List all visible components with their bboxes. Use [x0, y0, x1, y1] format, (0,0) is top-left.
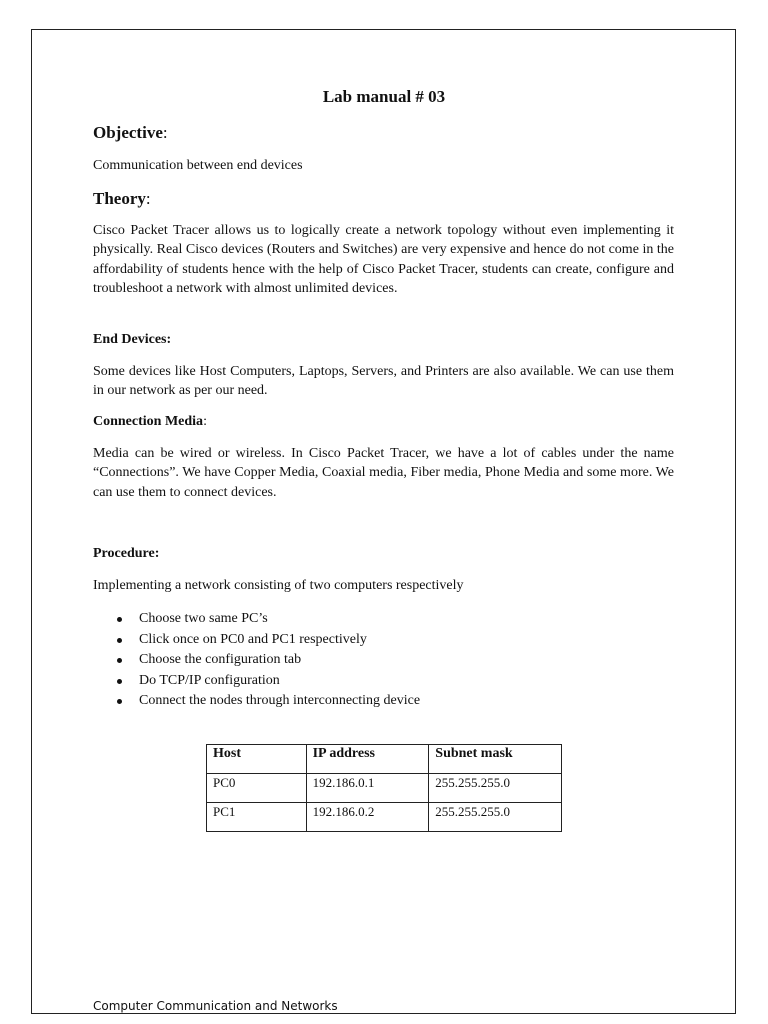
- objective-heading-text: Objective: [93, 123, 163, 142]
- theory-heading-colon: :: [145, 189, 151, 208]
- connection-media-heading-colon: :: [203, 414, 207, 429]
- list-item: [117, 671, 420, 692]
- list-item: [117, 630, 420, 651]
- end-devices-heading: End Devices:: [93, 332, 172, 347]
- procedure-heading: Procedure:: [93, 546, 160, 561]
- table-cell: 192.186.0.1: [306, 774, 429, 803]
- page-footer: Computer Communication and Networks: [93, 999, 338, 1013]
- procedure-intro: Implementing a network consisting of two computers respectively: [93, 578, 464, 593]
- theory-text: Cisco Packet Tracer allows us to logically create a network topology without even implementing it physically. Real Cisco devices (Routers and Switches) are very expensive and hence do not come in the affordability of students hence with the help of Cisco Packet Tracer, students can create, configure and troubleshoot a network with almost unlimited devices.: [93, 223, 674, 297]
- connection-media-text: Media can be wired or wireless. In Cisco Packet Tracer, we have a lot of cables under the name “Connections”. We have Copper Media, Coaxial media, Fiber media, Phone Media and some more. We can use them to connect devices.: [93, 446, 674, 500]
- objective-heading-colon: :: [162, 123, 168, 142]
- bullet-icon: [117, 658, 122, 663]
- list-item: [117, 650, 420, 671]
- theory-heading: [93, 189, 151, 209]
- step-text: Choose two same PC’s: [139, 611, 268, 626]
- theory-heading-text: Theory: [93, 189, 146, 208]
- table-row: [207, 803, 562, 832]
- bullet-icon: [117, 679, 122, 684]
- list-item: [117, 609, 420, 630]
- table-cell: 255.255.255.0: [429, 774, 562, 803]
- ip-config-table: [206, 744, 562, 832]
- step-text: Choose the configuration tab: [139, 652, 302, 668]
- table-cell: 192.186.0.2: [306, 803, 429, 832]
- objective-heading: [93, 123, 168, 143]
- bullet-icon: [117, 617, 122, 622]
- bullet-icon: [117, 699, 122, 704]
- step-text: Click once on PC0 and PC1 respectively: [139, 631, 367, 647]
- column-header-ip-address: IP address: [306, 745, 429, 774]
- step-text: Do TCP/IP configuration: [139, 672, 280, 688]
- procedure-steps: [117, 609, 420, 712]
- table-header-row: [207, 745, 562, 774]
- connection-media-heading: [93, 414, 207, 430]
- table-row: [207, 774, 562, 803]
- objective-text: Communication between end devices: [93, 158, 303, 173]
- table-cell: PC0: [207, 774, 307, 803]
- table-cell: PC1: [207, 803, 307, 832]
- list-item: [117, 691, 420, 712]
- connection-media-heading-text: Connection Media: [93, 414, 204, 429]
- page-border: [31, 29, 736, 1014]
- end-devices-text: Some devices like Host Computers, Laptops, Servers, and Printers are also available. We can use them in our network as per our need.: [93, 364, 674, 399]
- bullet-icon: [117, 638, 122, 643]
- column-header-host: Host: [207, 745, 307, 774]
- page-title: Lab manual # 03: [322, 87, 446, 106]
- column-header-subnet-mask: Subnet mask: [429, 745, 562, 774]
- step-text: Connect the nodes through interconnecting device: [139, 693, 421, 709]
- table-cell: 255.255.255.0: [429, 803, 562, 832]
